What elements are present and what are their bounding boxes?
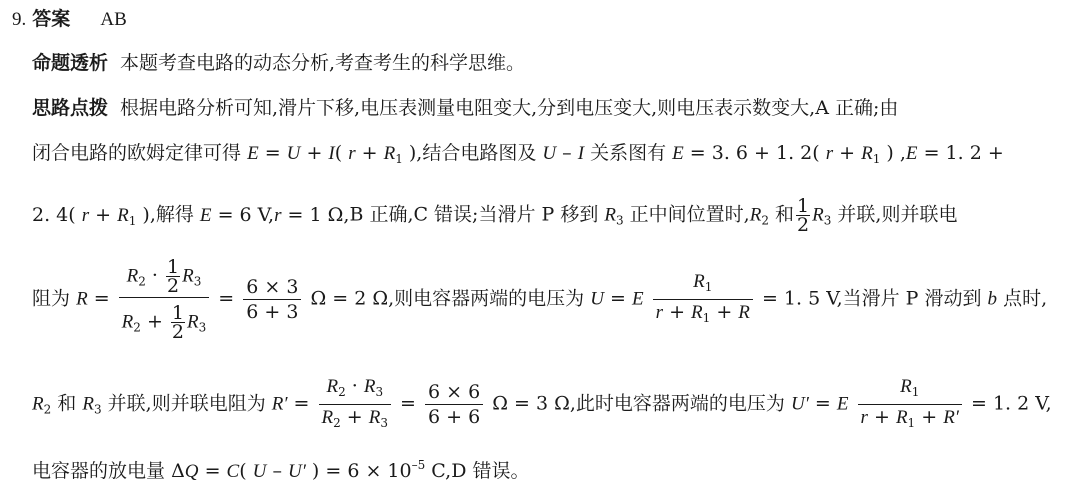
solution-text-3a: ,解得	[149, 203, 194, 226]
solution-label: 思路点拨	[32, 97, 109, 119]
solution-text-2b: ,结合电路图及	[416, 142, 537, 164]
equation-1: E = 3. 6 + 1. 2( $r + R_1$ ) ,E = 1. 2 +	[672, 142, 1004, 166]
solution-text-1: 根据电路分析可知,滑片下移,电压表测量电阻变大,分到电压变大,则电压表示数变大,A 正确;由	[120, 97, 899, 119]
solution-text-2c: 关系图有	[590, 142, 667, 164]
answer-header	[12, 8, 127, 31]
voltage-fraction-1: $\frac{R_1}{r + R_1 + R}$	[653, 271, 753, 328]
solution-line-1	[32, 97, 898, 119]
solution-line-3: 2. 4( $r + R_1$ ),解得 E = 6 V,r = 1 Ω,B 正确,C 错误;当滑片 P 移到 $R_3$ 正中间位置时$,R_2$ 和 $\frac{1}{2}$ $R_3$ 并联,则并联电	[32, 195, 958, 236]
solution-text-5b: 并联,则并联电阻为	[107, 392, 266, 415]
solution-line-6	[32, 454, 529, 483]
equation-2: 2. 4( $r + R_1$ )	[32, 203, 150, 228]
parallel-resistance-fraction: $R_2$ · $\frac{1}{2}$ $R_3$ $R_2$ + $\frac{1}{2}$ $R_3$	[119, 258, 210, 341]
analysis-text: 本题考查电路的动态分析,考查考生的科学思维。	[120, 52, 526, 74]
solution-text-5a: 和	[57, 392, 77, 415]
question-number: 9.	[12, 9, 27, 30]
solution-line-2: 闭合电路的欧姆定律可得 E = U + I( $r + R_1$ ),结合电路图及 U – I 关系图有 E = 3. 6 + 1. 2( $r + R_1$ ) ,E = 1. 2 +	[32, 142, 1004, 166]
analysis-paragraph	[32, 52, 525, 74]
solution-text-3d: 和	[775, 203, 795, 226]
solution-text-6b: C,D 错误。	[431, 460, 530, 482]
solution-text-5d: = 1. 2 V,	[971, 392, 1052, 415]
solution-text-4c: = 1. 5 V,当滑片 P 滑动到	[761, 287, 982, 310]
solution-text-2a: 闭合电路的欧姆定律可得	[32, 142, 242, 164]
numeric-fraction-1: $\frac{6 \times 3}{6 + 3}$	[243, 277, 301, 322]
analysis-label: 命题透析	[32, 52, 109, 74]
solution-text-5c: Ω = 3 Ω,此时电容器两端的电压为	[492, 392, 785, 415]
answer-value: AB	[100, 9, 127, 30]
voltage-fraction-2: $\frac{R_1}{r + R_1 + R'}$	[858, 376, 962, 433]
solution-text-6a: 电容器的放电量	[32, 460, 166, 482]
solution-text-3b: B 正确,C 错误;当滑片 P 移到	[349, 203, 599, 226]
solution-text-4d: 点时,	[1003, 287, 1048, 310]
solution-line-4: 阻为 R = $R_2$ · $\frac{1}{2}$ $R_3$ $R_2$ + $\frac{1}{2}$ $R_3$ = $\frac{6 \times 3}{6 + 3}$ Ω = 2 Ω,则电容器两端的电压为 U = E $\frac{R_1}{r + R_1 + R}$ = 1. 5 V,当滑片 P 滑动到 b 点时,	[32, 256, 1048, 343]
solution-text-4b: Ω = 2 Ω,则电容器两端的电压为	[310, 287, 585, 310]
charge-equation: ΔQ = C( U – U′ ) = $6 \times 10^{-5}$	[171, 458, 426, 482]
solution-text-4a: 阻为	[32, 287, 71, 310]
solution-line-5: $R_2$ 和 $R_3$ 并联,则并联电阻为 R′ = $\frac{R_2 \cdot R_3}{R_2 + R_3}$ = $\frac{6 \times 6}{6 + 6}$ Ω = 3 Ω,此时电容器两端的电压为 U′ = E $\frac{R_1}{r + R_1 + R'}$ = 1. 2 V,	[32, 376, 1052, 433]
half-fraction: $\frac{1}{2}$	[797, 195, 810, 236]
solution-text-3c: 正中间位置时,	[629, 203, 750, 226]
solution-text-3e: 并联,则并联电	[837, 203, 958, 226]
equation-emf: E = U + I( $r + R_1$ )	[247, 142, 417, 166]
numeric-fraction-2: $\frac{6 \times 6}{6 + 6}$	[425, 382, 483, 427]
answer-label: 答案	[32, 8, 71, 30]
result-values: E = 6 V,r = 1 Ω,	[199, 203, 350, 226]
parallel-resistance-fraction-2: $\frac{R_2 \cdot R_3}{R_2 + R_3}$	[319, 376, 392, 433]
